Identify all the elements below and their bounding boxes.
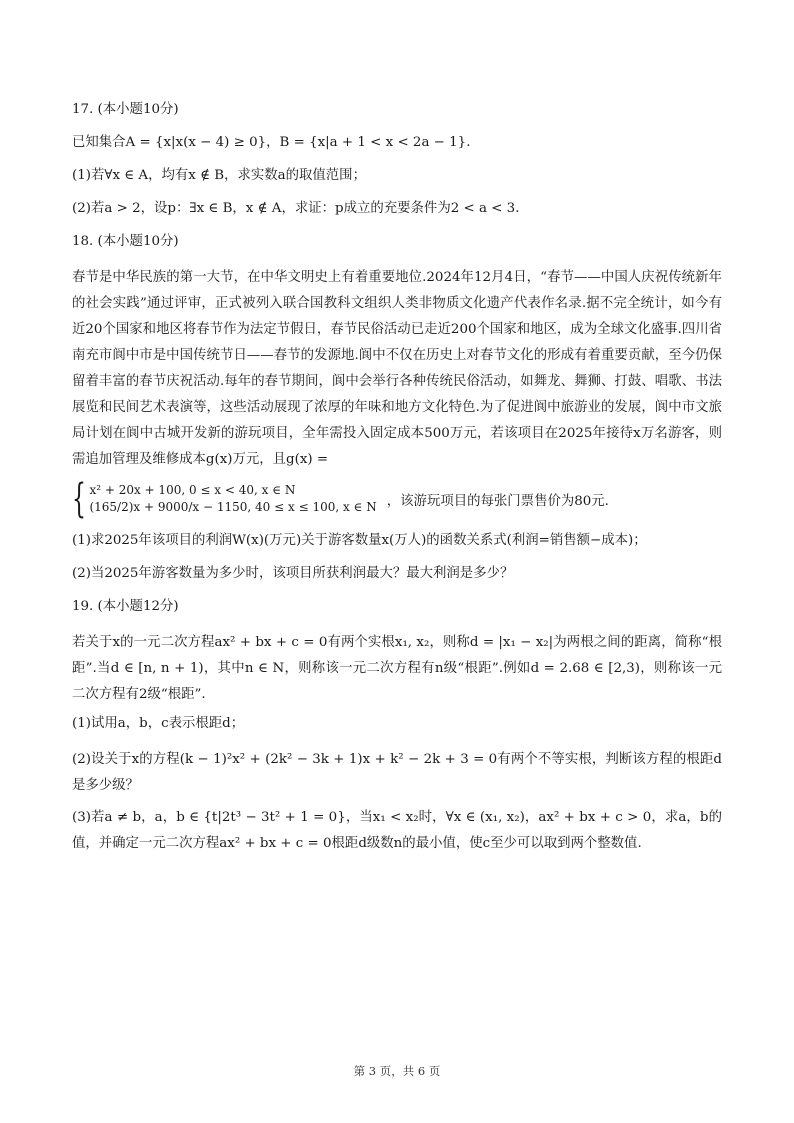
q18-after-cases: ，该游玩项目的每张门票售价为80元.: [386, 493, 609, 509]
q18-piecewise-function: [72, 476, 722, 522]
q18-paragraph: 春节是中华民族的第一大节，在中华文明史上有着重要地位.2024年12月4日，“春节——中国人庆祝传统新年的社会实践”通过评审，正式被列入联合国教科文组织人类非物质文化遗产代表作名录.据不完全统计，如今有近20个国家和地区将春节作为法定节假日，春节民俗活动已走近200个国家和地区，成为全球文化盛事.四川省南充市阆中市是中国传统节日——春节的发源地.阆中不仅在历史上对春节文化的形成有着重要贡献，至今仍保留着丰富的春节庆祝活动.每年的春节期间，阆中会举行各种传统民俗活动，如舞龙、舞狮、打鼓、唱歌、书法展览和民间艺术表演等，这些活动展现了浓厚的年味和地方文化特色.为了促进阆中旅游业的发展，阆中市文旅局计划在阆中古城开发新的游玩项目，全年需投入固定成本500万元，若该项目在2025年接待x万名游客，则需追加管理及维修成本g(x)万元，且g(x) =: [72, 270, 722, 467]
q17-part2: (2)若a > 2，设p：∃x ∈ B，x ∉ A，求证：p成立的充要条件为2 < a < 3.: [72, 201, 520, 216]
q18-part1: (1)求2025年该项目的利润W(x)(万元)关于游客数量x(万人)的函数关系式(利润=销售额−成本)；: [72, 533, 647, 548]
page-content: [72, 100, 722, 863]
q18-case2: (165/2)x + 9000/x − 1150, 40 ≤ x ≤ 100, x ∈ N: [89, 500, 377, 514]
q17-stem: 已知集合A = {x|x(x − 4) ≥ 0}，B = {x|a + 1 < x < 2a − 1}.: [72, 135, 471, 150]
q19-part2: (2)设关于x的方程(k − 1)²x² + (2k² − 3k + 1)x + k² − 2k + 3 = 0有两个不等实根，判断该方程的根距d是多少级？: [72, 752, 722, 793]
page-footer: 第 3 页，共 6 页: [353, 1064, 441, 1078]
q19-paragraph: 若关于x的一元二次方程ax² + bx + c = 0有两个实根x₁, x₂，则称d = |x₁ − x₂|为两根之间的距离，简称“根距”.当d ∈ [n, n + 1)，其中n ∈ N，则称该一元二次方程有n级“根距”.例如d = 2.68 ∈ [2,3)，则称该一元二次方程有2级“根距”.: [72, 635, 722, 702]
left-brace-icon: {: [72, 476, 86, 522]
q19-heading: 19. (本小题12分): [72, 599, 179, 614]
q18-cases: [89, 482, 376, 516]
q17-heading: 17. (本小题10分): [72, 102, 179, 117]
q18-part2: (2)当2025年游客数量为多少时，该项目所获利润最大？最大利润是多少？: [72, 566, 514, 581]
q17-part1: (1)若∀x ∈ A，均有x ∉ B，求实数a的取值范围；: [72, 168, 366, 183]
q19-part1: (1)试用a，b，c表示根距d；: [72, 716, 245, 731]
q19-part3: (3)若a ≠ b，a，b ∈ {t|2t³ − 3t² + 1 = 0}，当x₁ < x₂时，∀x ∈ (x₁, x₂)，ax² + bx + c > 0，求a，b的值，并确定一元二次方程ax² + bx + c = 0根距d级数n的最小值，使c至少可以取到两个整数值.: [72, 810, 722, 851]
q18-case1: x² + 20x + 100, 0 ≤ x < 40, x ∈ N: [89, 483, 296, 497]
q18-heading: 18. (本小题10分): [72, 234, 179, 249]
